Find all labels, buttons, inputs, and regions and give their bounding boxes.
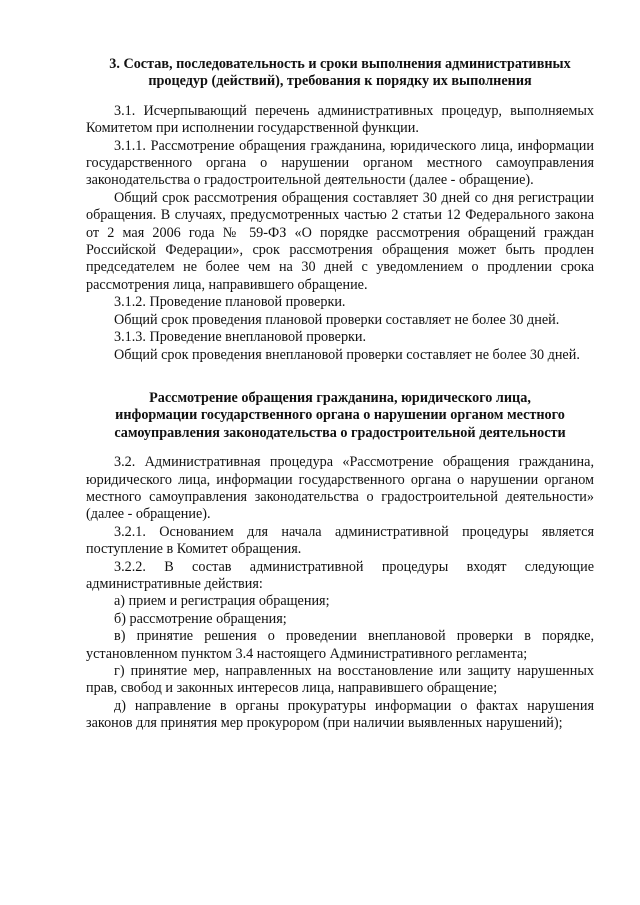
- list-item-d: д) направление в органы прокуратуры информации о фактах нарушения законов для принятия мер прокурором (при наличии выявленных нарушений);: [86, 697, 594, 732]
- section-heading: [86, 56, 594, 91]
- section-heading-line-2: процедур (действий), требования к порядку их выполнения: [148, 73, 532, 90]
- document-page: [86, 56, 594, 733]
- sub-heading-line-1: Рассмотрение обращения гражданина, юридического лица,: [149, 389, 531, 406]
- paragraph-planned-term: Общий срок проведения плановой проверки составляет не более 30 дней.: [114, 311, 560, 328]
- sub-heading: [86, 390, 594, 442]
- sub-heading-line-3: самоуправления законодательства о градостроительной деятельности: [114, 424, 566, 441]
- list-item-a: а) прием и регистрация обращения;: [114, 593, 330, 610]
- paragraph-3-2: 3.2. Административная процедура «Рассмотрение обращения гражданина, юридического лица, информации государственного органа о нарушении органом местного самоуправления законодательства о градостроительной деятельности» (далее - обращение).: [86, 454, 594, 523]
- section-heading-line-1: 3. Состав, последовательность и сроки выполнения административных: [109, 56, 571, 72]
- paragraph-3-1-1: 3.1.1. Рассмотрение обращения гражданина, юридического лица, информации государственного органа о нарушении органом местного самоуправления законодательства о градостроительной деятельности (далее - обращение).: [86, 137, 594, 189]
- paragraph-unplanned-term: Общий срок проведения внеплановой проверки составляет не более 30 дней.: [114, 346, 580, 363]
- sub-heading-line-2: информации государственного органа о нарушении органом местного: [115, 407, 565, 424]
- paragraph-3-1: 3.1. Исчерпывающий перечень административных процедур, выполняемых Комитетом при исполнении государственной функции.: [86, 102, 594, 137]
- paragraph-review-term: Общий срок рассмотрения обращения составляет 30 дней со дня регистрации обращения. В случаях, предусмотренных частью 2 статьи 12 Федерального закона от 2 мая 2006 года № 59-ФЗ «О порядке рассмотрения обращений граждан Российской Федерации», срок рассмотрения обращения может быть продлен председателем не более чем на 30 дней с уведомлением о продлении срока рассмотрения лица, направившего обращение.: [86, 189, 594, 293]
- list-item-v: в) принятие решения о проведении внеплановой проверки в порядке, установленном пунктом 3.4 настоящего Административного регламента;: [86, 628, 594, 662]
- paragraph-3-2-1: 3.2.1. Основанием для начала административной процедуры является поступление в Комитет обращения.: [86, 523, 594, 558]
- paragraph-3-1-2: 3.1.2. Проведение плановой проверки.: [114, 294, 346, 311]
- paragraph-3-2-2: 3.2.2. В состав административной процедуры входят следующие административные действия:: [86, 558, 594, 592]
- paragraph-3-1-3: 3.1.3. Проведение внеплановой проверки.: [114, 329, 367, 346]
- list-item-b: б) рассмотрение обращения;: [114, 610, 287, 627]
- list-item-g: г) принятие мер, направленных на восстановление или защиту нарушенных прав, свобод и законных интересов лица, направившего обращение;: [86, 663, 594, 697]
